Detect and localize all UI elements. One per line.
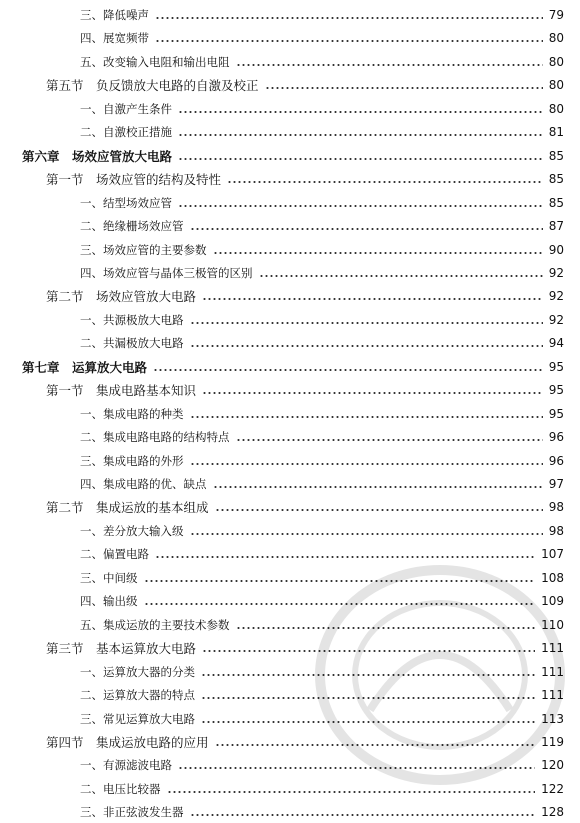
toc-page-number: 111 (541, 688, 564, 703)
toc-entry-title: 四、集成电路的优、缺点 (80, 477, 207, 491)
dot-leader (178, 111, 543, 113)
toc-item-entry[interactable] (80, 215, 564, 237)
toc-item-entry[interactable] (80, 567, 564, 589)
toc-entry-title: 一、有源滤波电路 (80, 758, 172, 773)
dot-leader (178, 158, 543, 160)
toc-page-number: 92 (548, 265, 564, 280)
toc-page-number: 113 (541, 711, 564, 726)
dot-leader (144, 580, 536, 582)
toc-entry-title: 第一节 场效应管的结构及特性 (46, 172, 222, 188)
dot-leader (201, 697, 535, 699)
toc-page-number: 96 (548, 430, 564, 445)
toc-item-entry[interactable] (80, 239, 564, 261)
toc-section-entry[interactable] (46, 168, 564, 190)
toc-page-number: 92 (548, 289, 564, 304)
toc-page-number: 80 (548, 31, 564, 46)
toc-page-number: 110 (541, 617, 564, 632)
toc-item-entry[interactable] (80, 450, 564, 472)
toc-page-number: 80 (548, 78, 564, 93)
toc-item-entry[interactable] (80, 778, 564, 800)
toc-entry-title: 四、展宽频带 (80, 31, 149, 46)
dot-leader (167, 791, 536, 793)
toc-entry-title: 二、运算放大器的特点 (80, 688, 195, 703)
dot-leader (190, 463, 543, 465)
toc-page-number: 96 (548, 453, 564, 468)
dot-leader (215, 509, 543, 511)
toc-item-entry[interactable] (80, 332, 564, 354)
toc-page-number: 119 (541, 734, 564, 749)
toc-chapter-entry[interactable] (22, 356, 564, 378)
toc-item-entry[interactable] (80, 4, 564, 26)
toc-item-entry[interactable] (80, 614, 564, 636)
toc-page-number: 80 (548, 101, 564, 116)
toc-item-entry[interactable] (80, 192, 564, 214)
toc-item-entry[interactable] (80, 262, 564, 284)
toc-item-entry[interactable] (80, 98, 564, 120)
dot-leader (144, 603, 536, 605)
toc-page-number: 95 (548, 383, 564, 398)
dot-leader (202, 650, 535, 652)
toc-entry-title: 三、非正弦波发生器 (80, 805, 184, 820)
dot-leader (265, 87, 543, 89)
toc-page-number: 90 (548, 242, 564, 257)
toc-section-entry[interactable] (46, 285, 564, 307)
toc-item-entry[interactable] (80, 661, 564, 683)
toc-item-entry[interactable] (80, 708, 564, 730)
toc-page-number: 85 (548, 148, 564, 163)
toc-entry-title: 二、电压比较器 (80, 781, 161, 796)
dot-leader (155, 40, 543, 42)
toc-page-number: 122 (541, 781, 564, 796)
toc-entry-title: 第一节 集成电路基本知识 (46, 383, 197, 399)
dot-leader (178, 205, 543, 207)
toc-entry-title: 一、共源极放大电路 (80, 312, 184, 327)
toc-item-entry[interactable] (80, 520, 564, 542)
dot-leader (227, 181, 543, 183)
dot-leader (236, 627, 536, 629)
toc-item-entry[interactable] (80, 426, 564, 448)
toc-page-number: 94 (548, 336, 564, 351)
dot-leader (236, 64, 543, 66)
toc-entry-title: 二、集成电路电路的结构特点 (80, 430, 230, 445)
toc-item-entry[interactable] (80, 309, 564, 331)
dot-leader (155, 556, 535, 558)
toc-page-number: 95 (548, 406, 564, 421)
dot-leader (190, 345, 543, 347)
toc-entry-title: 三、常见运算放大电路 (80, 711, 195, 726)
dot-leader (259, 275, 543, 277)
toc-page-number: 107 (541, 547, 564, 562)
dot-leader (190, 416, 543, 418)
toc-entry-title: 第二节 集成运放的基本组成 (46, 500, 209, 516)
toc-section-entry[interactable] (46, 731, 564, 753)
toc-entry-title: 第七章 运算放大电路 (22, 359, 148, 375)
toc-entry-title: 二、自激校正措施 (80, 125, 172, 140)
toc-item-entry[interactable] (80, 403, 564, 425)
dot-leader (190, 533, 543, 535)
toc-item-entry[interactable] (80, 121, 564, 143)
toc-entry-title: 一、自激产生条件 (80, 101, 172, 116)
toc-page-number: 111 (541, 664, 564, 679)
dot-leader (236, 439, 543, 441)
toc-page-number: 120 (541, 758, 564, 773)
toc-page-number: 111 (541, 641, 564, 656)
toc-entry-title: 三、中间级 (80, 570, 138, 585)
toc-entry-title: 二、共漏极放大电路 (80, 336, 184, 351)
toc-section-entry[interactable] (46, 496, 564, 518)
toc-entry-title: 三、场效应管的主要参数 (80, 242, 207, 257)
toc-entry-title: 五、集成运放的主要技术参数 (80, 617, 230, 632)
toc-page-number: 109 (541, 594, 564, 609)
toc-page-number: 81 (548, 125, 564, 140)
toc-item-entry[interactable] (80, 543, 564, 565)
toc-section-entry[interactable] (46, 379, 564, 401)
toc-entry-title: 一、集成电路的种类 (80, 406, 184, 421)
toc-page-number: 98 (548, 500, 564, 515)
dot-leader (178, 134, 543, 136)
dot-leader (201, 674, 535, 676)
dot-leader (202, 392, 543, 394)
toc-page-number: 87 (548, 219, 564, 234)
toc-page-number: 79 (548, 8, 564, 22)
dot-leader (215, 744, 536, 746)
toc-item-entry[interactable] (80, 684, 564, 706)
toc-page-number: 108 (541, 570, 564, 585)
toc-section-entry[interactable] (46, 74, 564, 96)
dot-leader (201, 721, 535, 723)
toc-page-number: 85 (548, 172, 564, 187)
dot-leader (190, 322, 543, 324)
toc-entry-title: 一、差分放大输入级 (80, 523, 184, 538)
toc-entry-title: 第六章 场效应管放大电路 (22, 148, 173, 164)
toc-chapter-entry[interactable] (22, 145, 564, 167)
dot-leader (202, 298, 543, 300)
dot-leader (190, 228, 543, 230)
toc-entry-title: 二、绝缘栅场效应管 (80, 219, 184, 234)
toc-item-entry[interactable] (80, 473, 564, 495)
toc-entry-title: 第五节 负反馈放大电路的自激及校正 (46, 78, 259, 94)
toc-entry-title: 第四节 集成运放电路的应用 (46, 734, 209, 750)
dot-leader (213, 486, 543, 488)
toc-entry-title: 一、运算放大器的分类 (80, 664, 195, 679)
toc-page-number: 98 (548, 523, 564, 538)
toc-entry-title: 三、降低噪声 (80, 8, 149, 22)
toc-entry-title: 二、偏置电路 (80, 547, 149, 562)
toc-entry-title: 一、结型场效应管 (80, 195, 172, 210)
toc-item-entry[interactable] (80, 27, 564, 49)
toc-item-entry[interactable] (80, 754, 564, 776)
toc-item-entry[interactable] (80, 590, 564, 612)
toc-page-number: 95 (548, 359, 564, 374)
toc-entry-title: 第二节 场效应管放大电路 (46, 289, 197, 305)
toc-entry-title: 三、集成电路的外形 (80, 453, 184, 468)
toc-page-number: 97 (548, 477, 564, 491)
toc-item-entry[interactable] (80, 801, 564, 823)
toc-entry-title: 四、场效应管与晶体三极管的区别 (80, 265, 253, 280)
dot-leader (190, 814, 536, 816)
toc-item-entry[interactable] (80, 51, 564, 73)
toc-page-number: 92 (548, 312, 564, 327)
toc-page-number: 85 (548, 195, 564, 210)
dot-leader (155, 17, 543, 19)
toc-page-number: 128 (541, 805, 564, 820)
toc-entry-title: 五、改变输入电阻和输出电阻 (80, 54, 230, 69)
toc-entry-title: 第三节 基本运算放大电路 (46, 641, 197, 657)
toc-section-entry[interactable] (46, 637, 564, 659)
toc-entry-title: 四、输出级 (80, 594, 138, 609)
dot-leader (178, 767, 535, 769)
dot-leader (213, 252, 543, 254)
dot-leader (153, 369, 543, 371)
toc-page-number: 80 (548, 54, 564, 69)
